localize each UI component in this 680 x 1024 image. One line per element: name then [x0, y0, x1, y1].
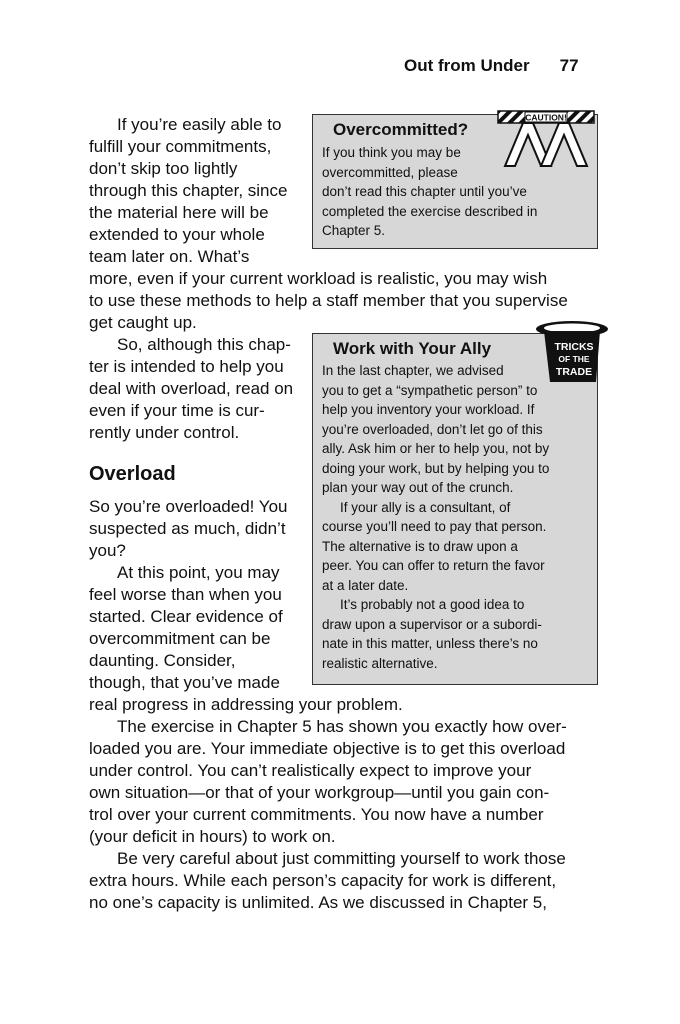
running-header	[404, 56, 579, 76]
sidebar-line: help you inventory your workload. If	[322, 402, 535, 417]
body-line: get caught up.	[89, 313, 197, 332]
caution-label: CAUTION!	[525, 112, 567, 123]
body-line: daunting. Consider,	[89, 651, 236, 670]
body-line: even if your time is cur-	[89, 401, 265, 420]
page-number: 77	[559, 56, 579, 75]
body-line: overcommitment can be	[89, 629, 271, 648]
tricks-icon-line-3: TRADE	[555, 366, 593, 378]
sidebar-line: nate in this matter, unless there’s no	[322, 636, 538, 651]
running-header-title: Out from Under	[404, 56, 530, 75]
body-line: more, even if your current workload is realistic, you may wish	[89, 269, 548, 288]
caution-sign-icon	[497, 110, 595, 168]
body-line: extra hours. While each person’s capacity for work is different,	[89, 871, 557, 890]
sidebar-line: plan your way out of the crunch.	[322, 480, 514, 495]
body-line: the material here will be	[89, 203, 269, 222]
body-line: fulfill your commitments,	[89, 137, 272, 156]
body-line: Be very careful about just committing yourself to work those	[117, 849, 566, 868]
tricks-icon-line-2: OF THE	[558, 354, 590, 364]
body-line: feel worse than when you	[89, 585, 282, 604]
body-line: suspected as much, didn’t	[89, 519, 286, 538]
body-line: extended to your whole	[89, 225, 265, 244]
body-line: ter is intended to help you	[89, 357, 284, 376]
sidebar-line: Chapter 5.	[322, 223, 386, 238]
body-line: you?	[89, 541, 126, 560]
body-line: started. Clear evidence of	[89, 607, 283, 626]
top-hat-icon	[524, 318, 610, 386]
body-line: loaded you are. Your immediate objective is to get this overload	[89, 739, 566, 758]
sidebar-line: don’t read this chapter until you’ve	[322, 184, 527, 199]
tricks-icon-line-1: TRICKS	[554, 341, 594, 353]
sidebar-line: ally. Ask him or her to help you, not by	[322, 441, 550, 456]
sidebar-line: It’s probably not a good idea to	[340, 597, 525, 612]
sidebar-line: you to get a “sympathetic person” to	[322, 382, 538, 398]
sidebar-line: If you think you may be	[322, 145, 461, 160]
body-line: to use these methods to help a staff member that you supervise	[89, 291, 568, 310]
body-line: rently under control.	[89, 423, 240, 442]
body-line: deal with overload, read on	[89, 379, 294, 398]
body-line: don’t skip too lightly	[89, 159, 238, 178]
body-line: The exercise in Chapter 5 has shown you exactly how over-	[117, 717, 567, 736]
body-line: though, that you’ve made	[89, 673, 280, 692]
body-line: trol over your current commitments. You now have a number	[89, 805, 544, 824]
sidebar-line: If your ally is a consultant, of	[340, 499, 511, 515]
body-line: If you’re easily able to	[117, 115, 282, 134]
sidebar-line: course you’ll need to pay that person.	[322, 519, 547, 534]
sidebar-line: at a later date.	[322, 577, 409, 593]
body-line: no one’s capacity is unlimited. As we discussed in Chapter 5,	[89, 893, 547, 912]
sidebar-line: peer. You can offer to return the favor	[322, 558, 545, 573]
sidebar-line: The alternative is to draw upon a	[322, 538, 518, 554]
body-line: (your deficit in hours) to work on.	[89, 827, 336, 846]
sidebar-line: draw upon a supervisor or a subordi-	[322, 616, 542, 632]
body-line: own situation—or that of your workgroup—until you gain con-	[89, 783, 550, 802]
sidebar-line: realistic alternative.	[322, 655, 438, 671]
body-line: under control. You can’t realistically expect to improve your	[89, 761, 532, 780]
body-line: team later on. What’s	[89, 247, 250, 266]
body-line: So you’re overloaded! You	[89, 497, 288, 516]
body-line: So, although this chap-	[117, 335, 291, 354]
body-line: through this chapter, since	[89, 181, 288, 200]
body-line: At this point, you may	[117, 563, 280, 582]
sidebar-line: you’re overloaded, don’t let go of this	[322, 421, 543, 437]
caution-sidebar-title: Overcommitted?	[333, 120, 469, 139]
sidebar-line: overcommitted, please	[322, 164, 458, 180]
section-heading: Overload	[89, 463, 176, 485]
body-line: real progress in addressing your problem.	[89, 695, 403, 714]
tricks-sidebar-title: Work with Your Ally	[333, 339, 492, 358]
sidebar-line: In the last chapter, we advised	[322, 363, 504, 378]
sidebar-line: completed the exercise described in	[322, 203, 538, 219]
sidebar-line: doing your work, but by helping you to	[322, 460, 550, 476]
